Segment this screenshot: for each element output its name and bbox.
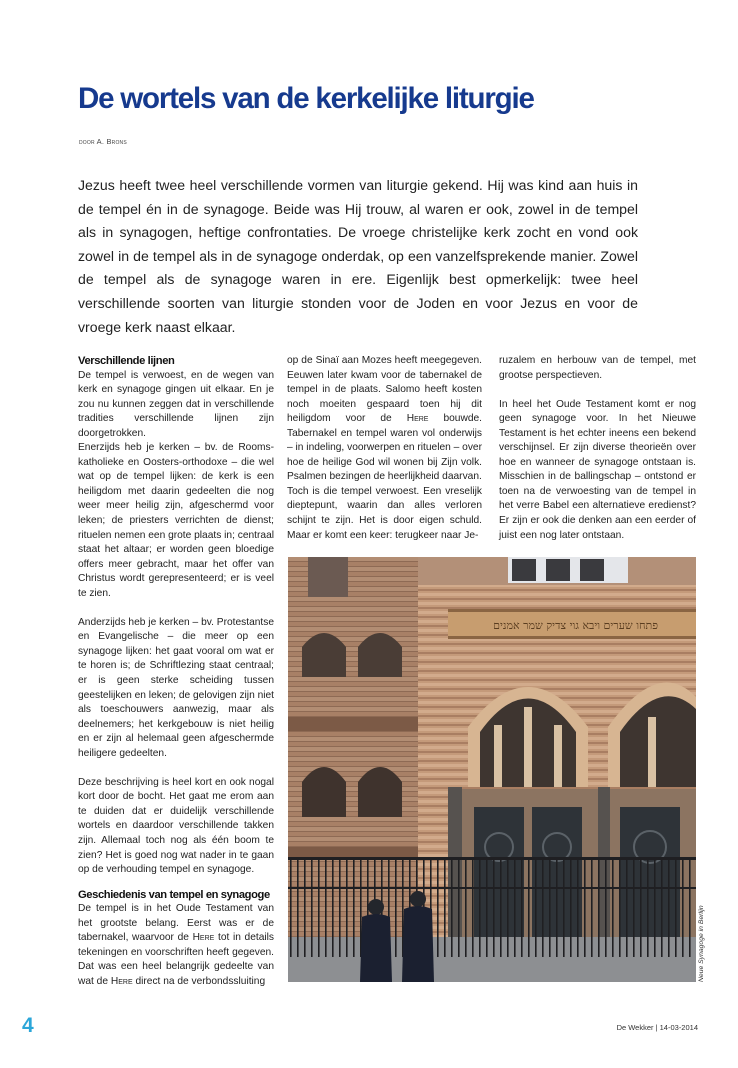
column-3	[499, 354, 696, 543]
photo-caption: Neue Synagoge in Berlijn	[698, 905, 705, 982]
section-heading-geschiedenis: Geschiedenis van tempel en synagoge	[78, 888, 270, 901]
paragraph: De tempel is verwoest, en de wegen van kerk en synagoge gingen uit elkaar. En je zou nu kunnen zeggen dat in verschillende tradities verschillende lijnen zijn doorgetrokken.	[78, 369, 274, 439]
lead-paragraph: Jezus heeft twee heel verschillende vormen van liturgie gekend. Hij was kind aan huis in de tempel én in de synagoge. Beide was Hij trouw, al waren er ook, zowel in de tempel als in synagogen, heftige confrontaties. De vroege christelijke kerk zocht en vond ook zowel in de tempel als in de synagoge onderdak, op een vanzelfsprekende manier. Zowel de tempel als de synagoge waren in ere. Eigenlijk best opmerkelijk: twee heel verschillende soorten van liturgie stonden voor de Joden en voor Jezus en voor de vroege kerk naast elkaar.	[78, 177, 638, 335]
text-run: tot in details tekeningen en voorschriften heeft gegeven. Dat was een heel belangrijk gedeelte van wat de	[78, 932, 274, 987]
text-run: De tempel is in het Oude Testament van het grootste belang. Eerst was er de tabernakel, waarvoor de	[78, 903, 274, 944]
issue-footer: De Wekker | 14-03-2014	[616, 1023, 698, 1032]
hebrew-inscription: פתחו שערים ויבא גוי צדיק שמר אמנים	[493, 619, 658, 632]
text-run: bouwde. Tabernakel en tempel waren vol onderwijs – in indeling, voorwerpen en rituelen – over hoe de heilige God wil wonen bij Zijn volk. Psalmen bezingen de heerlijkheid daarvan.	[287, 413, 482, 483]
section-heading-verschillende-lijnen: Verschillende lijnen	[78, 355, 175, 367]
synagogue-photo	[288, 557, 696, 982]
paragraph: Enerzijds heb je kerken – bv. de Rooms-katholieke en Oosters-orthodoxe – die wel wat op de tempel lijken: de kerk is een heiligdom met daarin gedeelten die nog weer meer heilig zijn, afgeschermd voor leken; de priesters verrichten de dienst; rituelen nemen een grote plaats in; centraal staat het altaar; er worden geen bloedige offers meer gebracht, maar het offer van Christus wordt gerepresenteerd; er is veel te zien.	[78, 442, 274, 599]
here-smallcaps: Here	[406, 413, 429, 425]
column-2	[287, 354, 482, 543]
page-number: 4	[22, 1014, 34, 1037]
paragraph: ruzalem en herbouw van de tempel, met grootse perspectieven.	[499, 355, 696, 381]
paragraph: Toch is die tempel verwoest. Een vreselijk dieptepunt, waarin dan alles verloren schijnt te zijn. Het is door eigen schuld. Maar er komt een keer: terugkeer naar Je-	[287, 485, 482, 541]
text-run: direct na de verbondssluiting	[132, 975, 266, 987]
paragraph: Anderzijds heb je kerken – bv. Protestantse en Evangelische – die meer op een synagoge lijken: het gaat vooral om wat er te horen is; de Schriftlezing staat centraal; er is geen sterke scheiding tussen geestelijken en leken; de gelovigen zijn niet als toeschouwers aanwezig, maar als deelnemers; het kerkgebouw is niet heilig en er zijn al helemaal geen afgeschermde heiligere gedeelten.	[78, 616, 274, 759]
here-smallcaps: Here	[110, 975, 133, 987]
column-1	[78, 354, 274, 989]
paragraph: In heel het Oude Testament komt er nog geen synagoge voor. In het Nieuwe Testament is het echter ineens een bekend verschijnsel. Er zijn diverse theorieën over hoe en wanneer de synagoge ontstaan is. Misschien in de ballingschap – ontstond er toen na de verwoesting van de tempel in het verre Babel een alternatieve eredienst? Er zijn er ook die denken aan een eerder of juist een nog later ontstaan.	[499, 398, 696, 541]
paragraph	[287, 354, 482, 485]
paragraph	[78, 902, 274, 989]
text-run: op de Sinaï aan Mozes heeft meegegeven. Eeuwen later kwam voor de tabernakel de tempel in de plaats. Salomo heeft kosten noch moeiten gespaard toen hij dit heiligdom voor de	[287, 355, 482, 425]
here-smallcaps: Here	[192, 932, 215, 944]
article-title: De wortels van de kerkelijke liturgie	[78, 82, 534, 115]
paragraph: Deze beschrijving is heel kort en ook nogal kort door de bocht. Het gaat me erom aan te duiden dat er duidelijk verschillende wortels en daardoor verschillende takken zijn. Allemaal toch nog als één boom te zien? Het is goed nog wat nader in te gaan op de verhouding tempel en synagoge.	[78, 776, 274, 876]
byline: door A. Brons	[79, 137, 127, 146]
